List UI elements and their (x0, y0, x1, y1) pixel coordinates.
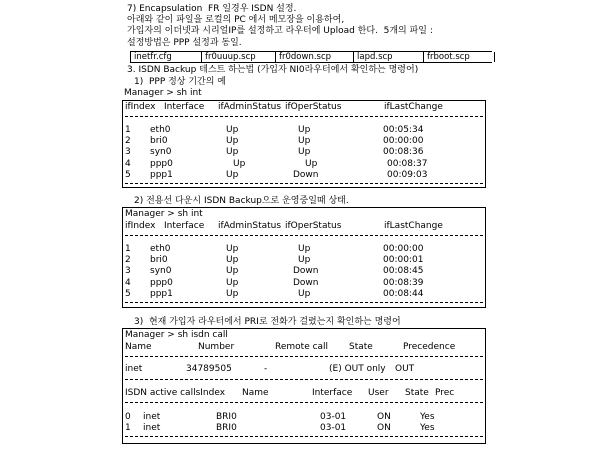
col-header: ifOperStatus (285, 102, 342, 112)
intro-line-2: 아래와 같이 파일을 로컬의 PC 에서 메모장을 이용하여, (127, 15, 345, 25)
cell-admin-status: Up (226, 278, 239, 288)
cell-oper-status: Up (298, 136, 311, 146)
col-header: ifAdminStatus (218, 221, 282, 231)
cell-name: inet (143, 423, 161, 433)
cell-interface: ppp0 (150, 159, 173, 169)
cell-channel: 03-01 (320, 423, 347, 433)
col-header: Remote call (275, 342, 329, 352)
cell-state: (E) OUT only (329, 364, 386, 374)
col-header: Name (242, 388, 269, 398)
interface-table-1 (122, 100, 486, 188)
col-header: Interface (164, 102, 205, 112)
section3-heading: 3. ISDN Backup 테스트 하는법 (가입자 NI0라우터에서 확인하는 명령어) (127, 65, 419, 75)
cell-admin-status: Up (226, 136, 239, 146)
cell-interface: syn0 (150, 147, 172, 157)
cell-interface: bri0 (150, 255, 168, 265)
command-prompt (123, 209, 485, 219)
table-row (123, 170, 485, 180)
table-row (123, 159, 485, 169)
cell-user: ON (377, 423, 391, 433)
cell-oper-status: Up (298, 244, 311, 254)
col-header: Interface (312, 388, 353, 398)
cell-last-change: 00:05:34 (383, 125, 424, 135)
file-item: lapd.scp (353, 52, 423, 62)
col-header: ifOperStatus (285, 221, 342, 231)
cell-name: inet (143, 412, 161, 422)
col-header: ISDN active callsIndex (125, 388, 226, 398)
cell-oper-status: Up (305, 159, 318, 169)
col-header: Prec (435, 388, 455, 398)
file-item: frboot.scp (423, 52, 495, 62)
cell-oper-status: Up (298, 147, 311, 157)
file-item: inetfr.cfg (130, 52, 201, 62)
cell-index: 0 (125, 412, 131, 422)
cell-last-change: 00:08:45 (383, 266, 424, 276)
table-row (123, 364, 485, 374)
table-row (123, 147, 485, 157)
dashed-divider (125, 379, 483, 380)
cell-interface: eth0 (150, 125, 171, 135)
col-header: ifIndex (125, 102, 156, 112)
file-item: fr0down.scp (275, 52, 353, 62)
cell-index: 5 (125, 289, 131, 299)
cell-interface: ppp0 (150, 278, 173, 288)
cell-user: ON (377, 412, 391, 422)
intro-line-4: 설정방법은 PPP 설정과 동일. (127, 38, 242, 48)
cell-admin-status: Up (226, 125, 239, 135)
dashed-divider (125, 436, 483, 437)
cell-interface: eth0 (150, 244, 171, 254)
cell-admin-status: Up (233, 159, 246, 169)
isdn-call-table (122, 328, 486, 444)
cell-index: 1 (125, 244, 131, 254)
table-row (123, 278, 485, 288)
cell-admin-status: Up (226, 244, 239, 254)
table-header-row (123, 388, 485, 398)
cell-index: 3 (125, 147, 131, 157)
table-header-row (123, 102, 485, 112)
cell-oper-status: Up (298, 125, 311, 135)
sub-heading-1: 1) PPP 정상 기간의 예 (134, 77, 226, 87)
table-header-row (123, 342, 485, 352)
step7-heading: 7) Encapsulation FR 일경우 ISDN 설정. (127, 4, 297, 14)
table-row (123, 255, 485, 265)
col-header: Precedence (403, 342, 456, 352)
col-header: Name (125, 342, 152, 352)
command-text: Manager > sh int (125, 209, 203, 219)
cell-state: Yes (420, 423, 435, 433)
file-list (130, 51, 492, 63)
col-header: User (368, 388, 389, 398)
table-row (123, 244, 485, 254)
table-row (123, 136, 485, 146)
cell-admin-status: Up (226, 255, 239, 265)
command-text: Manager > sh isdn call (125, 330, 228, 340)
table-row (123, 266, 485, 276)
cell-precedence: OUT (395, 364, 415, 374)
table-header-row (123, 221, 485, 231)
table-row (123, 289, 485, 299)
table-row (123, 412, 485, 422)
cell-oper-status: Down (293, 278, 319, 288)
cell-oper-status: Down (293, 266, 319, 276)
cell-last-change: 00:00:00 (383, 136, 424, 146)
col-header: Number (198, 342, 235, 352)
cell-interface: ppp1 (150, 289, 173, 299)
col-header: Interface (164, 221, 205, 231)
file-item: fr0uuup.scp (201, 52, 275, 62)
cell-admin-status: Up (226, 266, 239, 276)
cell-oper-status: Up (298, 255, 311, 265)
cell-index: 4 (125, 159, 131, 169)
cell-index: 1 (125, 423, 131, 433)
cell-interface: BRI0 (216, 412, 237, 422)
dashed-divider (125, 235, 483, 236)
cell-state: Yes (420, 412, 435, 422)
cell-remote-call: - (264, 364, 268, 374)
col-header: State (349, 342, 373, 352)
col-header: ifLastChange (384, 102, 443, 112)
cell-last-change: 00:08:44 (383, 289, 424, 299)
dashed-divider (125, 302, 483, 303)
interface-table-2 (122, 207, 486, 308)
cell-last-change: 00:08:36 (383, 147, 424, 157)
dashed-divider (125, 402, 483, 403)
cell-admin-status: Up (226, 289, 239, 299)
cell-channel: 03-01 (320, 412, 347, 422)
cell-last-change: 00:00:01 (383, 255, 424, 265)
cell-last-change: 00:08:39 (383, 278, 424, 288)
cell-oper-status: Up (298, 289, 311, 299)
cell-interface: ppp1 (150, 170, 173, 180)
cell-admin-status: Up (226, 170, 239, 180)
dashed-divider (125, 183, 483, 184)
cell-last-change: 00:09:03 (387, 170, 428, 180)
cell-number: 34789505 (186, 364, 232, 374)
dashed-divider (125, 116, 483, 117)
col-header: ifAdminStatus (218, 102, 282, 112)
intro-line-3: 가입자의 이더넷과 시리얼IP를 설정하고 라우터에 Upload 한다. 5개의 파일 : (127, 26, 433, 36)
cell-index: 3 (125, 266, 131, 276)
command-prompt (123, 330, 485, 340)
cell-admin-status: Up (226, 147, 239, 157)
dashed-divider (125, 356, 483, 357)
cell-interface: bri0 (150, 136, 168, 146)
cell-interface: BRI0 (216, 423, 237, 433)
table-row (123, 423, 485, 433)
cell-interface: syn0 (150, 266, 172, 276)
sub-heading-2: 2) 전용선 다운시 ISDN Backup으로 운영중일때 상태. (134, 196, 349, 206)
cell-last-change: 00:00:00 (383, 244, 424, 254)
cell-index: 2 (125, 255, 131, 265)
command-prompt: Manager > sh int (124, 88, 202, 98)
cell-index: 2 (125, 136, 131, 146)
col-header: State (405, 388, 429, 398)
cell-name: inet (125, 364, 143, 374)
col-header: ifIndex (125, 221, 156, 231)
cell-index: 4 (125, 278, 131, 288)
cell-index: 5 (125, 170, 131, 180)
cell-index: 1 (125, 125, 131, 135)
cell-oper-status: Down (293, 170, 319, 180)
col-header: ifLastChange (384, 221, 443, 231)
sub-heading-3: 3) 현재 가입자 라우터에서 PRI로 전화가 걸렸는지 확인하는 명령어 (134, 317, 401, 327)
table-row (123, 125, 485, 135)
cell-last-change: 00:08:37 (387, 159, 428, 169)
